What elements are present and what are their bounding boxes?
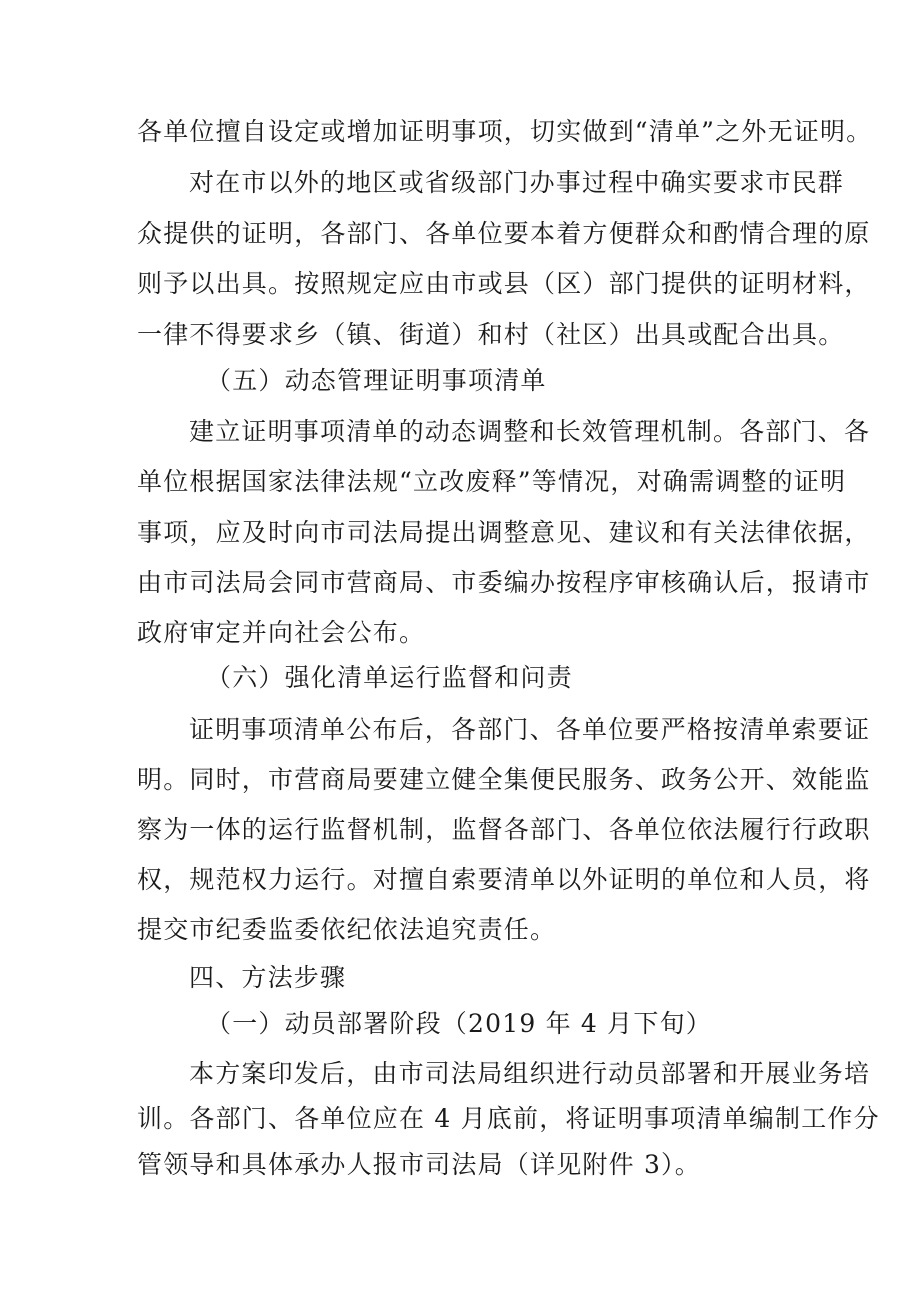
paragraph-line: 训。各部门、各单位应在 4 月底前，将证明事项清单编制工作分 xyxy=(137,1104,880,1133)
paragraph-line: 各单位擅自设定或增加证明事项，切实做到“清单”之外无证明。 xyxy=(137,117,873,146)
paragraph-line: 明。同时，市营商局要建立健全集便民服务、政务公开、效能监 xyxy=(137,765,871,794)
paragraph-line: 一律不得要求乡（镇、街道）和村（社区）出具或配合出具。 xyxy=(137,320,845,349)
paragraph-line: 建立证明事项清单的动态调整和长效管理机制。各部门、各 xyxy=(189,417,871,446)
paragraph-line: 事项，应及时向市司法局提出调整意见、建议和有关法律依据， xyxy=(137,518,871,547)
paragraph-line: 本方案印发后，由市司法局组织进行动员部署和开展业务培 xyxy=(189,1059,871,1088)
paragraph-line: 对在市以外的地区或省级部门办事过程中确实要求市民群 xyxy=(189,168,845,197)
paragraph-line: 权，规范权力运行。对擅自索要清单以外证明的单位和人员，将 xyxy=(137,865,871,894)
paragraph-line: 管领导和具体承办人报市司法局（详见附件 3）。 xyxy=(137,1150,701,1179)
section-heading: （一）动员部署阶段（2019 年 4 月下旬） xyxy=(206,1009,712,1038)
paragraph-line: 察为一体的运行监督机制，监督各部门、各单位依法履行行政职 xyxy=(137,815,871,844)
section-heading: （六）强化清单运行监督和问责 xyxy=(206,663,573,692)
paragraph-line: 由市司法局会同市营商局、市委编办按程序审核确认后，报请市 xyxy=(137,568,871,597)
paragraph-line: 政府审定并向社会公布。 xyxy=(137,618,426,647)
paragraph-line: 单位根据国家法律法规“立改废释”等情况，对确需调整的证明 xyxy=(137,467,847,496)
section-heading: （五）动态管理证明事项清单 xyxy=(206,366,547,395)
chapter-heading: 四、方法步骤 xyxy=(189,963,347,992)
paragraph-line: 则予以出具。按照规定应由市或县（区）部门提供的证明材料， xyxy=(137,269,871,298)
paragraph-line: 证明事项清单公布后，各部门、各单位要严格按清单索要证 xyxy=(189,715,871,744)
paragraph-line: 众提供的证明，各部门、各单位要本着方便群众和酌情合理的原 xyxy=(137,219,871,248)
paragraph-line: 提交市纪委监委依纪依法追究责任。 xyxy=(137,915,557,944)
